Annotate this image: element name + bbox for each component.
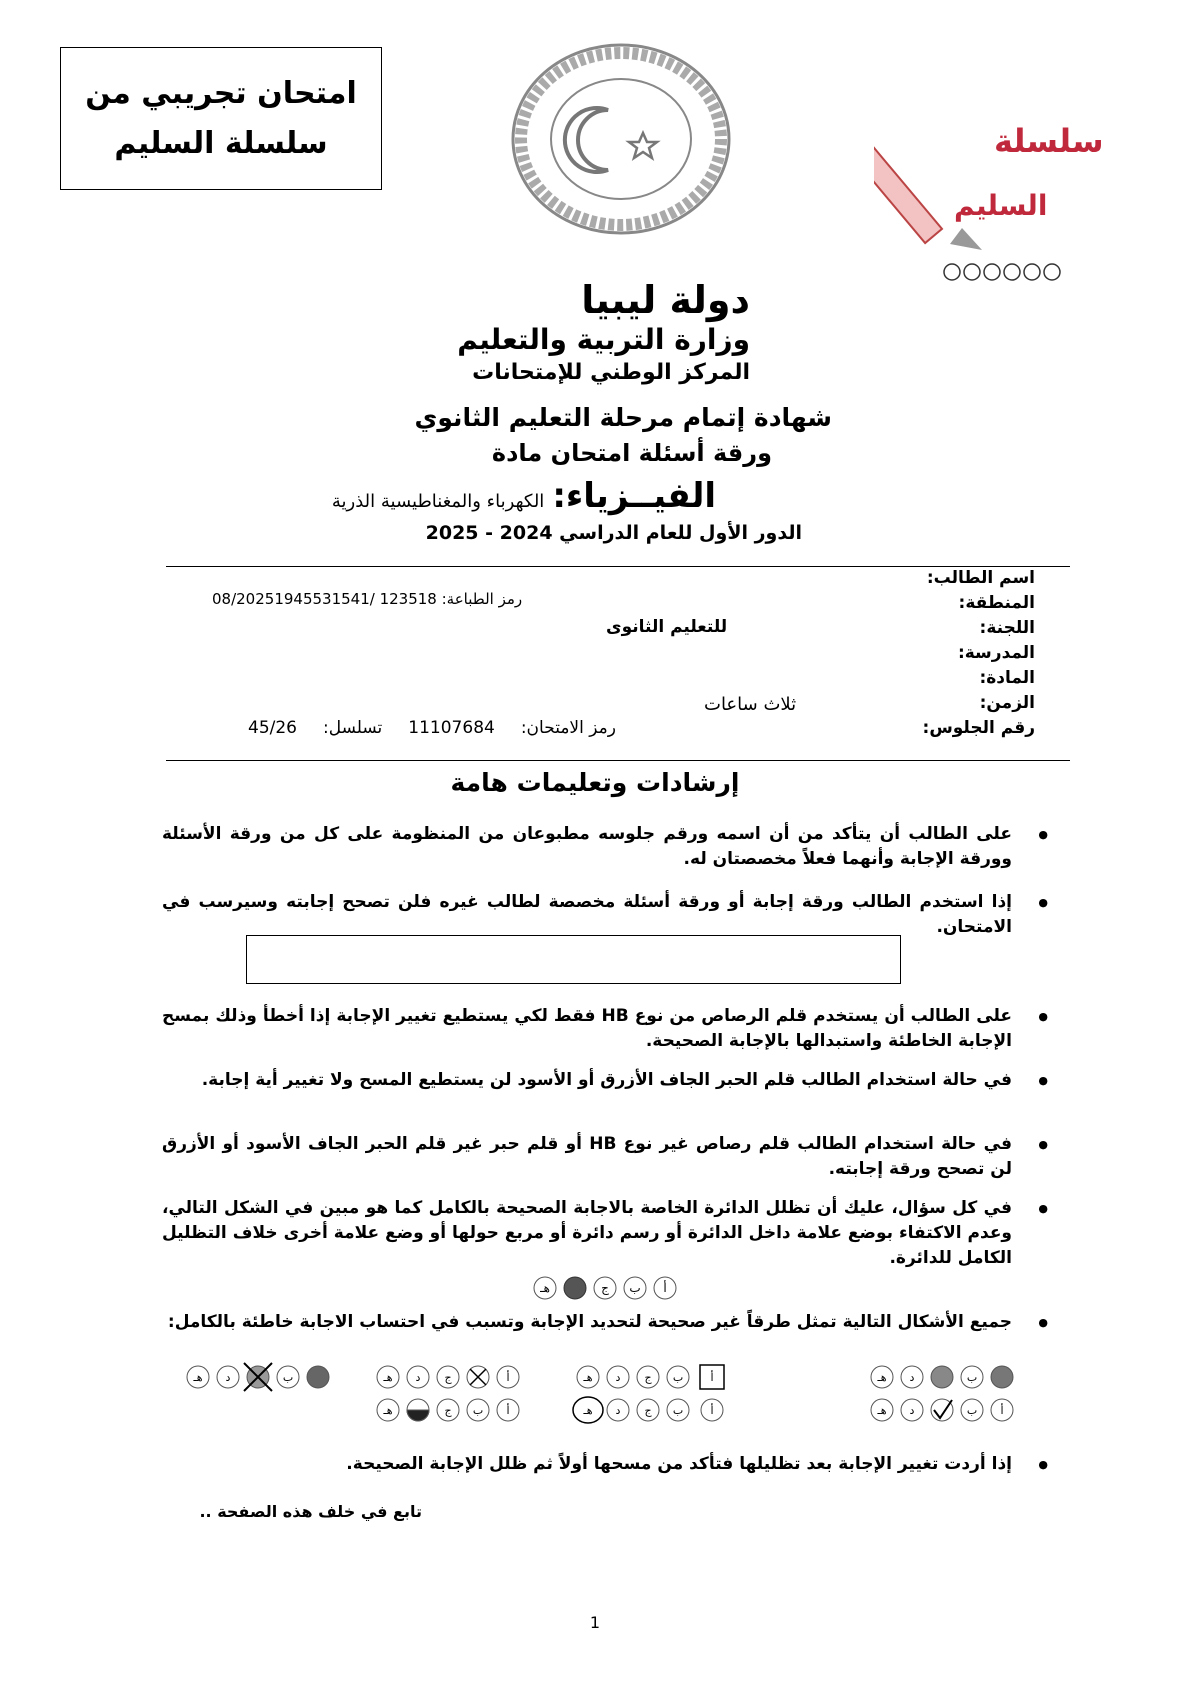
svg-text:د: د <box>909 1404 915 1417</box>
svg-text:أ: أ <box>506 1404 510 1417</box>
divider-bottom <box>166 760 1070 761</box>
svg-text:د: د <box>615 1371 621 1384</box>
svg-text:أ: أ <box>710 1404 714 1417</box>
svg-text:د: د <box>415 1371 421 1384</box>
committee-value: للتعليم الثانوى <box>606 617 728 637</box>
student-info-labels <box>923 566 1035 741</box>
shaded-bubble <box>564 1277 586 1299</box>
blank-box <box>246 935 901 984</box>
print-code-value: 123518 /08/20251945531541 <box>212 590 437 608</box>
instruction-item: ● في حالة استخدام الطالب قلم رصاص غير نوع HB أو قلم حبر غير قلم الحبر الجاف الأسود أو الأزرق لن تصحح ورقة إجابته. <box>162 1132 1012 1182</box>
subject-line <box>332 476 716 516</box>
instruction-item: ● على الطالب أن يستخدم قلم الرصاص من نوع HB فقط لكي يستطيع تغيير الإجابة إذا أخطأ وذلك بمسح الإجابة الخاطئة واستبدالها بالإجابة الصحيحة. <box>162 1004 1012 1054</box>
label-region: المنطقة: <box>958 593 1035 613</box>
svg-text:ب: ب <box>672 1404 684 1417</box>
exam-code-value: 11107684 <box>408 718 495 738</box>
instruction-item: ● إذا أردت تغيير الإجابة بعد تظليلها فتأكد من مسحها أولاً ثم ظلل الإجابة الصحيحة. <box>162 1452 1012 1477</box>
option-letter: هـ <box>540 1281 550 1295</box>
incorrect-shading-examples <box>168 1360 1018 1426</box>
print-code-label: رمز الطباعة: <box>441 590 523 608</box>
svg-text:ج: ج <box>644 1404 652 1417</box>
svg-text:ج: ج <box>644 1371 652 1384</box>
instruction-item: ● إذا استخدم الطالب ورقة إجابة أو ورقة أسئلة مخصصة لطالب غيره فلن تصحح إجابته وسيرسب في الامتحان. <box>162 890 1012 940</box>
serial-label: تسلسل: <box>323 718 383 738</box>
exam-code-row <box>248 718 616 738</box>
series-logo-word2: السليم <box>954 189 1048 222</box>
time-value: ثلاث ساعات <box>704 694 797 715</box>
svg-text:ب: ب <box>672 1371 684 1384</box>
label-time: الزمن: <box>979 693 1035 713</box>
subject-topic: الكهرباء والمغناطيسية الذرية <box>331 491 545 512</box>
svg-text:أ: أ <box>1000 1404 1004 1417</box>
instructions-heading: إرشادات وتعليمات هامة <box>450 768 740 797</box>
series-logo-word1: سلسلة <box>994 122 1104 160</box>
trial-exam-box <box>60 47 382 190</box>
svg-text:أ: أ <box>506 1371 510 1384</box>
instruction-item: ● في حالة استخدام الطالب قلم الحبر الجاف الأزرق أو الأسود لن يستطيع المسح ولا تغيير أية إجابة. <box>162 1068 1012 1093</box>
svg-text:هـ: هـ <box>583 1404 593 1417</box>
certificate-line2: ورقة أسئلة امتحان مادة <box>491 439 772 467</box>
exam-code-label: رمز الامتحان: <box>520 718 616 738</box>
svg-text:ب: ب <box>966 1404 978 1417</box>
svg-text:ب: ب <box>966 1371 978 1384</box>
series-logo-icon <box>874 110 1122 285</box>
svg-text:أ: أ <box>710 1371 714 1384</box>
exam-round: الدور الأول للعام الدراسي 2024 - 2025 <box>425 522 802 544</box>
option-letter: ج <box>601 1281 609 1295</box>
label-student-name: اسم الطالب: <box>926 568 1035 588</box>
label-school: المدرسة: <box>957 643 1035 663</box>
ministry-seal-icon <box>508 40 734 238</box>
label-seat-number: رقم الجلوس: <box>922 718 1035 738</box>
svg-text:ج: ج <box>444 1404 452 1417</box>
label-committee: اللجنة: <box>979 618 1035 638</box>
svg-text:ب: ب <box>472 1404 484 1417</box>
exam-center-name: المركز الوطني للإمتحانات <box>472 360 750 385</box>
svg-text:د: د <box>909 1371 915 1384</box>
svg-text:هـ: هـ <box>877 1371 887 1384</box>
certificate-line1: شهادة إتمام مرحلة التعليم الثانوي <box>414 403 832 432</box>
certificate-title <box>414 400 832 470</box>
trial-box-line1: امتحان تجريبي من <box>85 75 357 111</box>
instruction-item: ● في كل سؤال، عليك أن تظلل الدائرة الخاصة بالاجابة الصحيحة بالكامل كما هو مبين في الشكل التالي، وعدم الاكتفاء بوضع علامة داخل الدائرة أو رسم دائرة أو مربع حولها أو وضع علامة أخرى خلاف التظليل الكامل للدائرة. <box>162 1196 1012 1271</box>
continue-note: تابع في خلف هذه الصفحة .. <box>199 1502 422 1521</box>
option-letter: أ <box>663 1281 667 1295</box>
svg-text:هـ: هـ <box>383 1371 393 1384</box>
svg-text:ب: ب <box>282 1371 294 1384</box>
subject-name: الفيــزياء: <box>552 476 716 516</box>
svg-text:هـ: هـ <box>877 1404 887 1417</box>
page-number: 1 <box>589 1613 601 1632</box>
svg-text:هـ: هـ <box>193 1371 203 1384</box>
instruction-item: ● جميع الأشكال التالية تمثل طرقاً غير صحيحة لتحديد الإجابة وتسبب في احتساب الاجابة خاطئة بالكامل: <box>162 1310 1012 1335</box>
svg-text:ج: ج <box>444 1371 452 1384</box>
svg-text:هـ: هـ <box>583 1371 593 1384</box>
option-letter: ب <box>629 1281 641 1295</box>
ministry-header <box>457 278 750 388</box>
svg-text:هـ: هـ <box>383 1404 393 1417</box>
label-subject: المادة: <box>979 668 1035 688</box>
print-code <box>212 590 522 608</box>
state-name: دولة ليبيا <box>581 278 750 322</box>
ministry-name: وزارة التربية والتعليم <box>457 323 750 356</box>
correct-shading-example <box>485 1275 685 1301</box>
svg-text:د: د <box>225 1371 231 1384</box>
instruction-item: ● على الطالب أن يتأكد من أن اسمه ورقم جلوسه مطبوعان من المنظومة على كل من ورقة الأسئلة وورقة الإجابة وأنهما فعلاً مخصصتان له. <box>162 822 1012 872</box>
serial-value: 45/26 <box>248 718 297 738</box>
svg-text:د: د <box>615 1404 621 1417</box>
trial-box-line2: سلسلة السليم <box>114 125 328 161</box>
